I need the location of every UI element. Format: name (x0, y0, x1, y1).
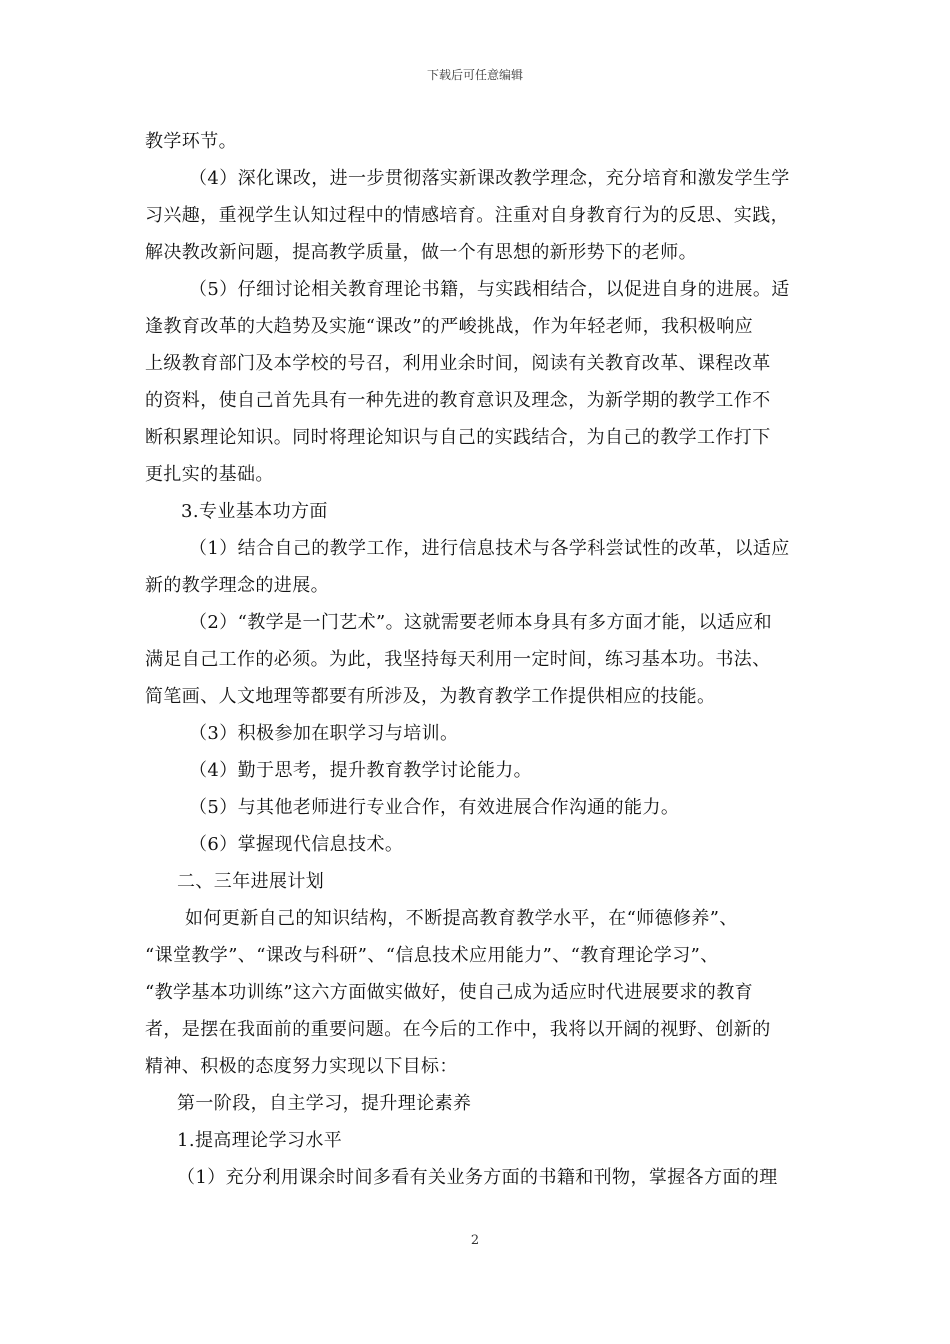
page-number: 2 (470, 1233, 480, 1248)
paragraph-line: 满足自己工作的必须。为此，我坚持每天利用一定时间，练习基本功。书法、 (145, 649, 771, 670)
paragraph-line: （1）结合自己的教学工作，进行信息技术与各学科尝试性的改革，以适应 (189, 538, 790, 559)
paragraph-line: 逢教育改革的大趋势及实施“课改”的严峻挑战，作为年轻老师，我积极响应 (145, 316, 754, 337)
paragraph-line: （4）勤于思考，提升教育教学讨论能力。 (189, 760, 533, 781)
paragraph-line: 解决教改新问题，提高教学质量，做一个有思想的新形势下的老师。 (145, 242, 697, 263)
paragraph-line: 精神、积极的态度努力实现以下目标： (145, 1056, 458, 1077)
paragraph-line: 新的教学理念的进展。 (145, 575, 329, 596)
paragraph-line: （4）深化课改，进一步贯彻落实新课改教学理念，充分培育和激发学生学 (189, 168, 790, 189)
paragraph-line: （2）“教学是一门艺术”。这就需要老师本身具有多方面才能，以适应和 (189, 612, 773, 633)
paragraph-line: （3）积极参加在职学习与培训。 (189, 723, 459, 744)
paragraph-line: 简笔画、人文地理等都要有所涉及，为教育教学工作提供相应的技能。 (145, 686, 716, 707)
paragraph-line: 更扎实的基础。 (145, 464, 274, 485)
paragraph-line: 断积累理论知识。同时将理论知识与自己的实践结合，为自己的教学工作打下 (145, 427, 771, 448)
paragraph-line: （1）充分利用课余时间多看有关业务方面的书籍和刊物，掌握各方面的理 (177, 1167, 778, 1188)
section-heading: 二、三年进展计划 (177, 871, 325, 892)
paragraph-line: （6）掌握现代信息技术。 (189, 834, 404, 855)
page-header: 下载后可任意编辑 (426, 68, 523, 82)
paragraph-line: 习兴趣，重视学生认知过程中的情感培育。注重对自身教育行为的反思、实践， (145, 205, 789, 226)
paragraph-line: （5）仔细讨论相关教育理论书籍，与实践相结合，以促进自身的进展。适 (189, 279, 790, 300)
paragraph-line: （5）与其他老师进行专业合作，有效进展合作沟通的能力。 (189, 797, 680, 818)
section-heading: 3.专业基本功方面 (181, 501, 328, 522)
section-heading: 第一阶段，自主学习，提升理论素养 (177, 1093, 472, 1114)
paragraph-line: “教学基本功训练”这六方面做实做好，使自己成为适应时代进展要求的教育 (145, 982, 754, 1003)
paragraph-line: 上级教育部门及本学校的号召，利用业余时间，阅读有关教育改革、课程改革 (145, 353, 771, 374)
paragraph-line: 者，是摆在我面前的重要问题。在今后的工作中，我将以开阔的视野、创新的 (145, 1019, 771, 1040)
paragraph-line: “课堂教学”、“课改与科研”、“信息技术应用能力”、“教育理论学习”、 (145, 945, 719, 966)
paragraph-line: 教学环节。 (145, 131, 237, 152)
section-heading: 1.提高理论学习水平 (177, 1130, 343, 1151)
paragraph-line: 的资料，使自己首先具有一种先进的教育意识及理念，为新学期的教学工作不 (145, 390, 771, 411)
document-body (145, 123, 810, 1196)
paragraph-line: 如何更新自己的知识结构，不断提高教育教学水平，在“师德修养”、 (185, 908, 738, 929)
